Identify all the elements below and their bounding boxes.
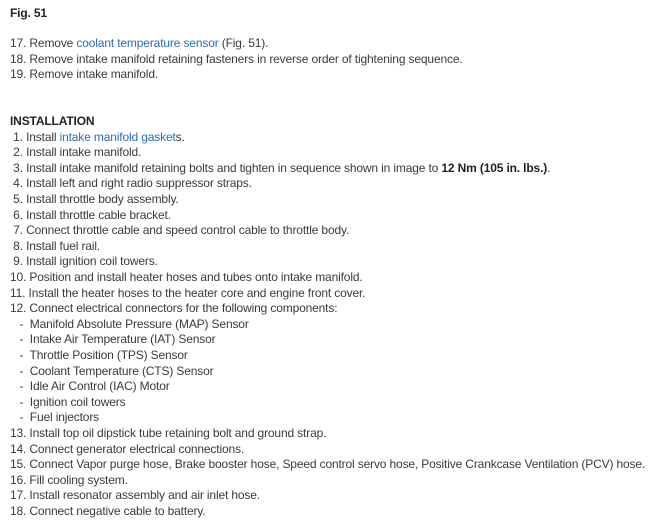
step-item [10,488,260,504]
step-text: 16. Fill cooling system. [10,472,128,487]
step-item [10,504,206,520]
step-item [10,176,252,192]
step-text: 11. Install the heater hoses to the heater core and engine front cover. [10,285,366,300]
step-text: s. [175,129,185,144]
step-item [10,410,99,426]
step-item [10,332,216,348]
step-text: - Throttle Position (TPS) Sensor [10,347,188,362]
step-text: 4. Install left and right radio suppressor straps. [10,176,252,191]
step-text: 10. Position and install heater hoses and tubes onto intake manifold. [10,269,363,284]
installation-heading: INSTALLATION [10,114,95,128]
step-text: - Intake Air Temperature (IAT) Sensor [10,332,216,347]
step-text: - Ignition coil towers [10,394,126,409]
step-text: (Fig. 51). [218,36,269,50]
reference-link[interactable]: intake manifold gasket [59,129,176,144]
step-item [10,270,363,286]
step-text: 5. Install throttle body assembly. [10,191,179,206]
step-text: . [547,160,551,175]
step-text: 13. Install top oil dipstick tube retaining bolt and ground strap. [10,425,327,440]
step-item [10,52,463,68]
step-text: 2. Install intake manifold. [10,145,142,160]
step-text: 9. Install ignition coil towers. [10,254,158,269]
step-text: - Idle Air Control (IAC) Motor [10,379,170,394]
step-item [10,208,171,224]
step-text: 15. Connect Vapor purge hose, Brake booster hose, Speed control servo hose, Positive Crankcase Ventilation (PCV) hose. [10,457,646,472]
step-text: 14. Connect generator electrical connections. [10,441,245,456]
step-item [10,286,365,302]
step-text: 7. Connect throttle cable and speed control cable to throttle body. [10,223,350,238]
step-item [10,317,249,333]
step-text: 19. Remove intake manifold. [10,67,159,82]
step-item [10,364,214,380]
step-item [10,426,326,442]
step-text: 18. Connect negative cable to battery. [10,503,206,518]
step-item [10,395,125,411]
step-item [10,301,337,317]
step-text: 8. Install fuel rail. [10,238,101,253]
step-item [10,36,268,52]
step-text: - Manifold Absolute Pressure (MAP) Sensor [10,316,249,331]
step-text: 3. Install intake manifold retaining bolts and tighten in sequence shown in image to [10,160,442,175]
step-text: 17. Install resonator assembly and air inlet hose. [10,488,260,503]
step-text: - Fuel injectors [10,410,100,425]
step-item [10,348,188,364]
step-text: - Coolant Temperature (CTS) Sensor [10,363,214,378]
step-text: 18. Remove intake manifold retaining fasteners in reverse order of tightening sequence. [10,51,463,66]
torque-spec: 12 Nm (105 in. lbs.) [441,160,548,175]
step-item [10,239,100,255]
step-item [10,130,185,146]
step-item [10,223,349,239]
step-text: 6. Install throttle cable bracket. [10,207,171,222]
step-item [10,473,128,489]
reference-link[interactable]: coolant temperature sensor [76,36,219,50]
step-text: 1. Install [10,129,60,144]
step-text: 17. Remove [10,36,77,50]
step-item [10,192,179,208]
figure-label: Fig. 51 [10,6,47,20]
step-item [10,254,158,270]
step-item [10,379,170,395]
step-item [10,67,158,83]
step-item [10,442,244,458]
step-text: 12. Connect electrical connectors for the following components: [10,301,338,316]
step-item [10,457,645,473]
step-item [10,161,550,177]
step-item [10,145,141,161]
